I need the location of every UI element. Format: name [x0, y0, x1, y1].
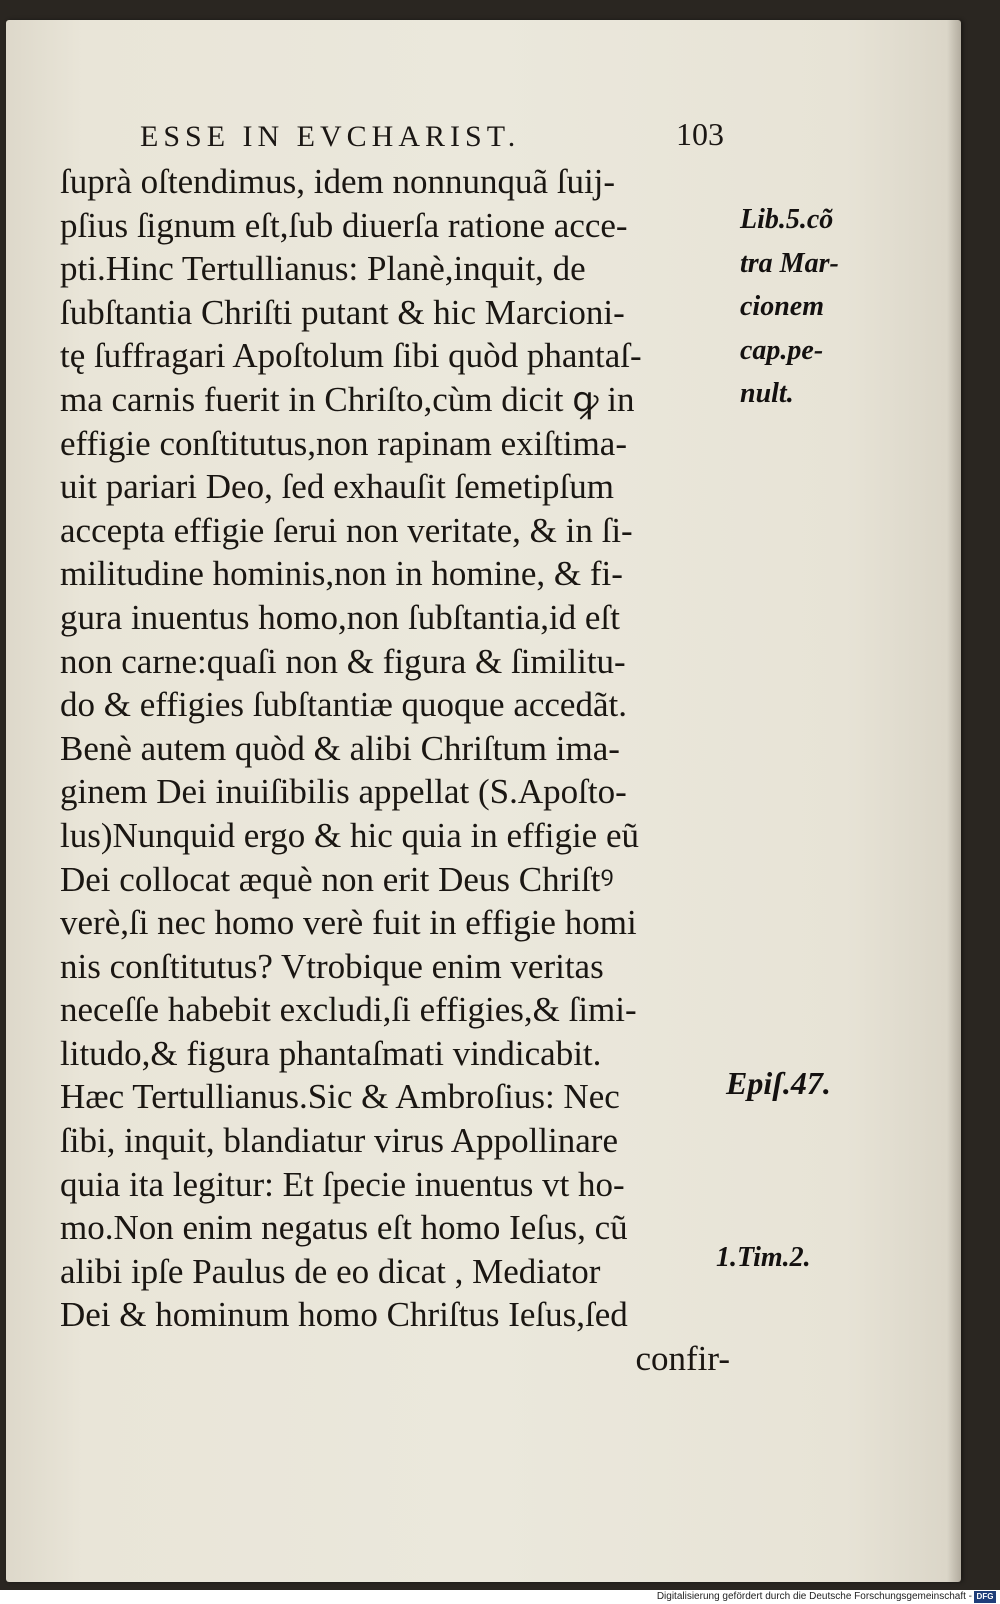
margin-note-line: Lib.5.cõ: [740, 204, 834, 235]
text-line: Dei & hominum homo Chriſtus Ieſus,ſed: [60, 1295, 628, 1335]
margin-note-line: cap.pe-: [740, 334, 824, 366]
text-line: nis conſtitutus? Vtrobique enim veritas: [60, 946, 604, 986]
text-line: verè,ſi nec homo verè fuit in effigie homi: [60, 903, 637, 943]
running-head: ESSE IN EVCHARIST.: [140, 120, 521, 153]
text-line: do & effigies ſubſtantiæ quoque accedãt.: [60, 685, 627, 725]
margin-note-line: cionem: [740, 291, 824, 323]
text-line: ſibi, inquit, blandiatur virus Appollinare: [60, 1121, 618, 1161]
margin-note-line: 1.Tim.2.: [716, 1242, 811, 1273]
margin-note-line: Epiſ.47.: [726, 1065, 831, 1101]
text-line: Benè autem quòd & alibi Chriſtum ima-: [60, 728, 620, 768]
text-line: tę ſuffragari Apoſtolum ſibi quòd phantaſ-: [60, 336, 642, 376]
text-line: quia ita legitur: Et ſpecie inuentus vt ho-: [60, 1164, 625, 1204]
text-line: accepta effigie ſerui non veritate, & in ſi-: [60, 510, 633, 550]
text-line: Hæc Tertullianus.Sic & Ambroſius: Nec: [60, 1077, 620, 1117]
text-line: mo.Non enim negatus eſt homo Ieſus, cũ: [60, 1208, 628, 1248]
dfg-logo: DFG: [974, 1591, 996, 1603]
text-line: militudine hominis,non in homine, & fi-: [60, 554, 623, 594]
text-line: pti.Hinc Tertullianus: Planè,inquit, de: [60, 249, 586, 289]
body-text: [60, 160, 740, 1381]
text-line: pſius ſignum eſt,ſub diuerſa ratione acce-: [60, 205, 628, 245]
text-line: uit pariari Deo, ſed exhauſit ſemetipſum: [60, 467, 615, 507]
page-edge-shadow: [947, 20, 961, 1582]
catchword: confir-: [635, 1339, 730, 1379]
margin-note-line: tra Mar-: [740, 247, 839, 279]
text-line: ginem Dei inuiſibilis appellat (S.Apoſto-: [60, 772, 627, 812]
margin-note-tim2: [716, 1236, 811, 1280]
text-line: non carne:quaſi non & figura & ſimilitu-: [60, 641, 626, 681]
footer-credit: Digitalisierung gefördert durch die Deutsche Forschungsgemeinschaft -: [656, 1591, 972, 1602]
margin-note-lib5: [740, 198, 839, 416]
text-line: ma carnis fuerit in Chriſto,cùm dicit ꝙ in: [60, 379, 635, 419]
text-line: ſuprà oſtendimus, idem nonnunquã ſuij-: [60, 162, 616, 201]
text-line: gura inuentus homo,non ſubſtantia,id eſt: [60, 597, 620, 637]
page-number: 103: [676, 116, 724, 152]
margin-note-epis47: [726, 1062, 831, 1106]
text-line: neceſſe habebit excludi,ſi effigies,& ſimi-: [60, 990, 637, 1030]
text-line: Dei collocat æquè non erit Deus Chriſtꝰ: [60, 859, 614, 899]
text-line: litudo,& figura phantaſmati vindicabit.: [60, 1033, 602, 1073]
text-line: alibi ipſe Paulus de eo dicat , Mediator: [60, 1251, 601, 1291]
margin-note-line: nult.: [740, 378, 794, 410]
text-line: ſubſtantia Chriſti putant & hic Marcioni-: [60, 292, 625, 332]
text-line: effigie conſtitutus,non rapinam exiſtima-: [60, 423, 627, 463]
text-line: lus)Nunquid ergo & hic quia in effigie eũ: [60, 815, 640, 855]
